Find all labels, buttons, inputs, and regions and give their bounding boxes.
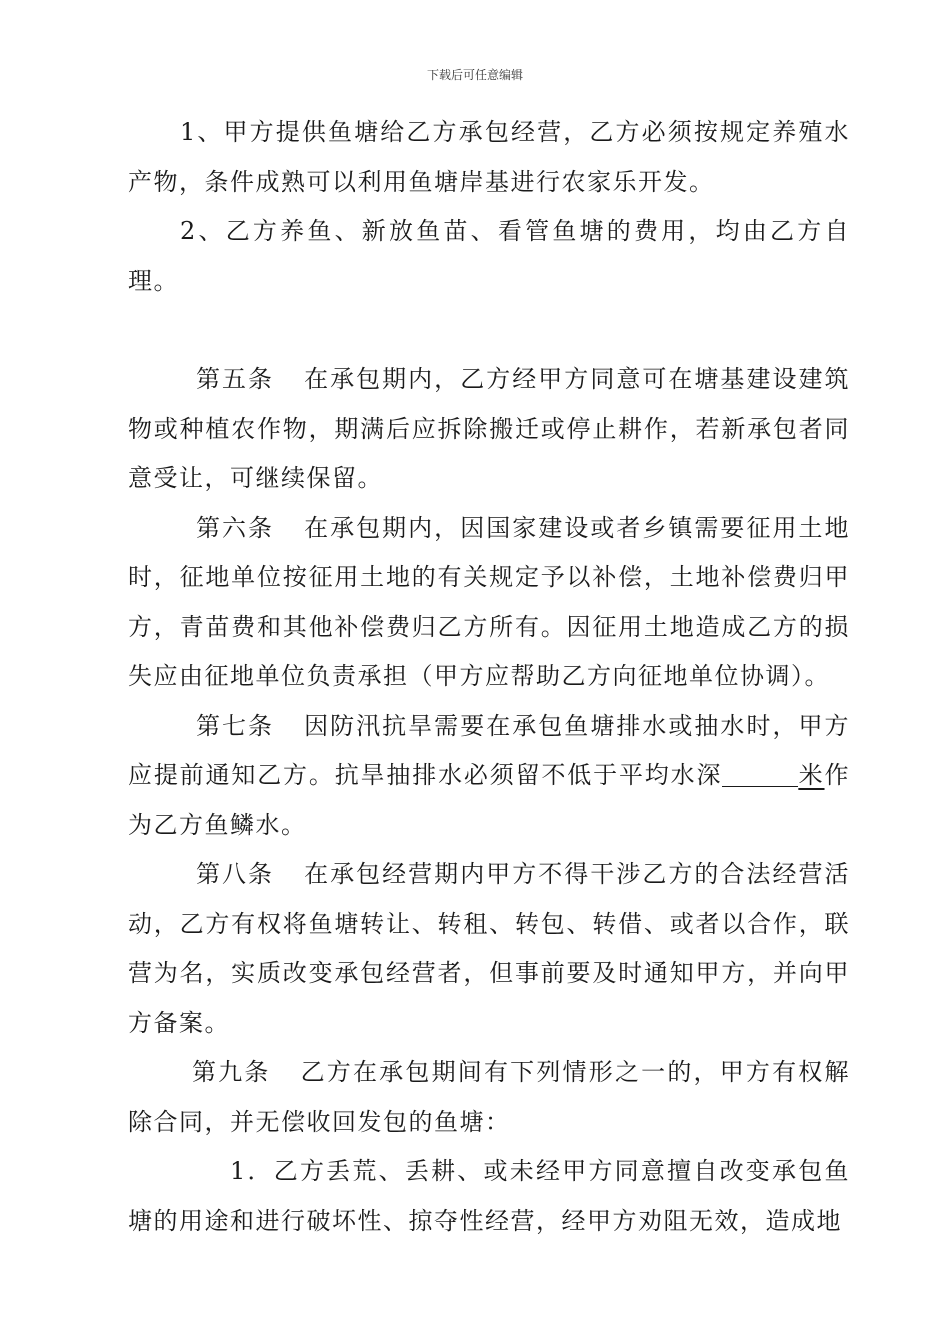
article-7 — [128, 702, 850, 851]
article-6 — [128, 504, 850, 702]
article-title: 第九条 — [192, 1058, 271, 1086]
article-5 — [128, 355, 850, 504]
clause-text: 2、乙方养鱼、新放鱼苗、看管鱼塘的费用，均由乙方自理。 — [128, 217, 850, 295]
article-body: 因防汛抗旱需要在承包鱼塘排水或抽水时，甲方应提前通知乙方。抗旱抽排水必须留不低于平均水深 — [128, 711, 851, 789]
list-item-text: 1．乙方丢荒、丢耕、或未经甲方同意擅自改变承包鱼塘的用途和进行破坏性、掠夺性经营，经甲方劝阻无效，造成地 — [128, 1157, 850, 1235]
unit-label: 米 — [798, 761, 825, 789]
article-title: 第七条 — [196, 711, 275, 740]
page-header: 下载后可任意编辑 — [426, 68, 523, 82]
article-body-continued: 作为乙方鱼鳞水。 — [128, 761, 851, 839]
article-body: 在承包期内，乙方经甲方同意可在塘基建设建筑物或种植农作物，期满后应拆除搬迁或停止耕作，若新承包者同意受让，可继续保留。 — [128, 365, 851, 492]
article-body: 乙方在承包期间有下列情形之一的，甲方有权解除合同，并无偿收回发包的鱼塘： — [128, 1058, 851, 1136]
clause-paragraph — [128, 108, 850, 207]
article-9-item-1 — [128, 1147, 850, 1246]
article-9 — [128, 1048, 850, 1147]
article-body: 在承包期内，因国家建设或者乡镇需要征用土地时，征地单位按征用土地的有关规定予以补偿，土地补偿费归甲方，青苗费和其他补偿费归乙方所有。因征用土地造成乙方的损失应由征地单位负责承担（甲方应帮助乙方向征地单位协调）。 — [128, 513, 851, 690]
article-title: 第八条 — [196, 860, 275, 888]
article-body: 在承包经营期内甲方不得干涉乙方的合法经营活动，乙方有权将鱼塘转让、转租、转包、转借、或者以合作，联营为名，实质改变承包经营者，但事前要及时通知甲方，并向甲方备案。 — [128, 860, 851, 1037]
article-title: 第六条 — [196, 513, 275, 542]
fill-in-blank — [722, 762, 798, 787]
clause-text: 1、甲方提供鱼塘给乙方承包经营，乙方必须按规定养殖水产物，条件成熟可以利用鱼塘岸基进行农家乐开发。 — [128, 118, 850, 196]
article-8 — [128, 850, 850, 1048]
document-body — [128, 108, 850, 1246]
article-title: 第五条 — [196, 365, 275, 393]
clause-paragraph — [128, 207, 850, 306]
